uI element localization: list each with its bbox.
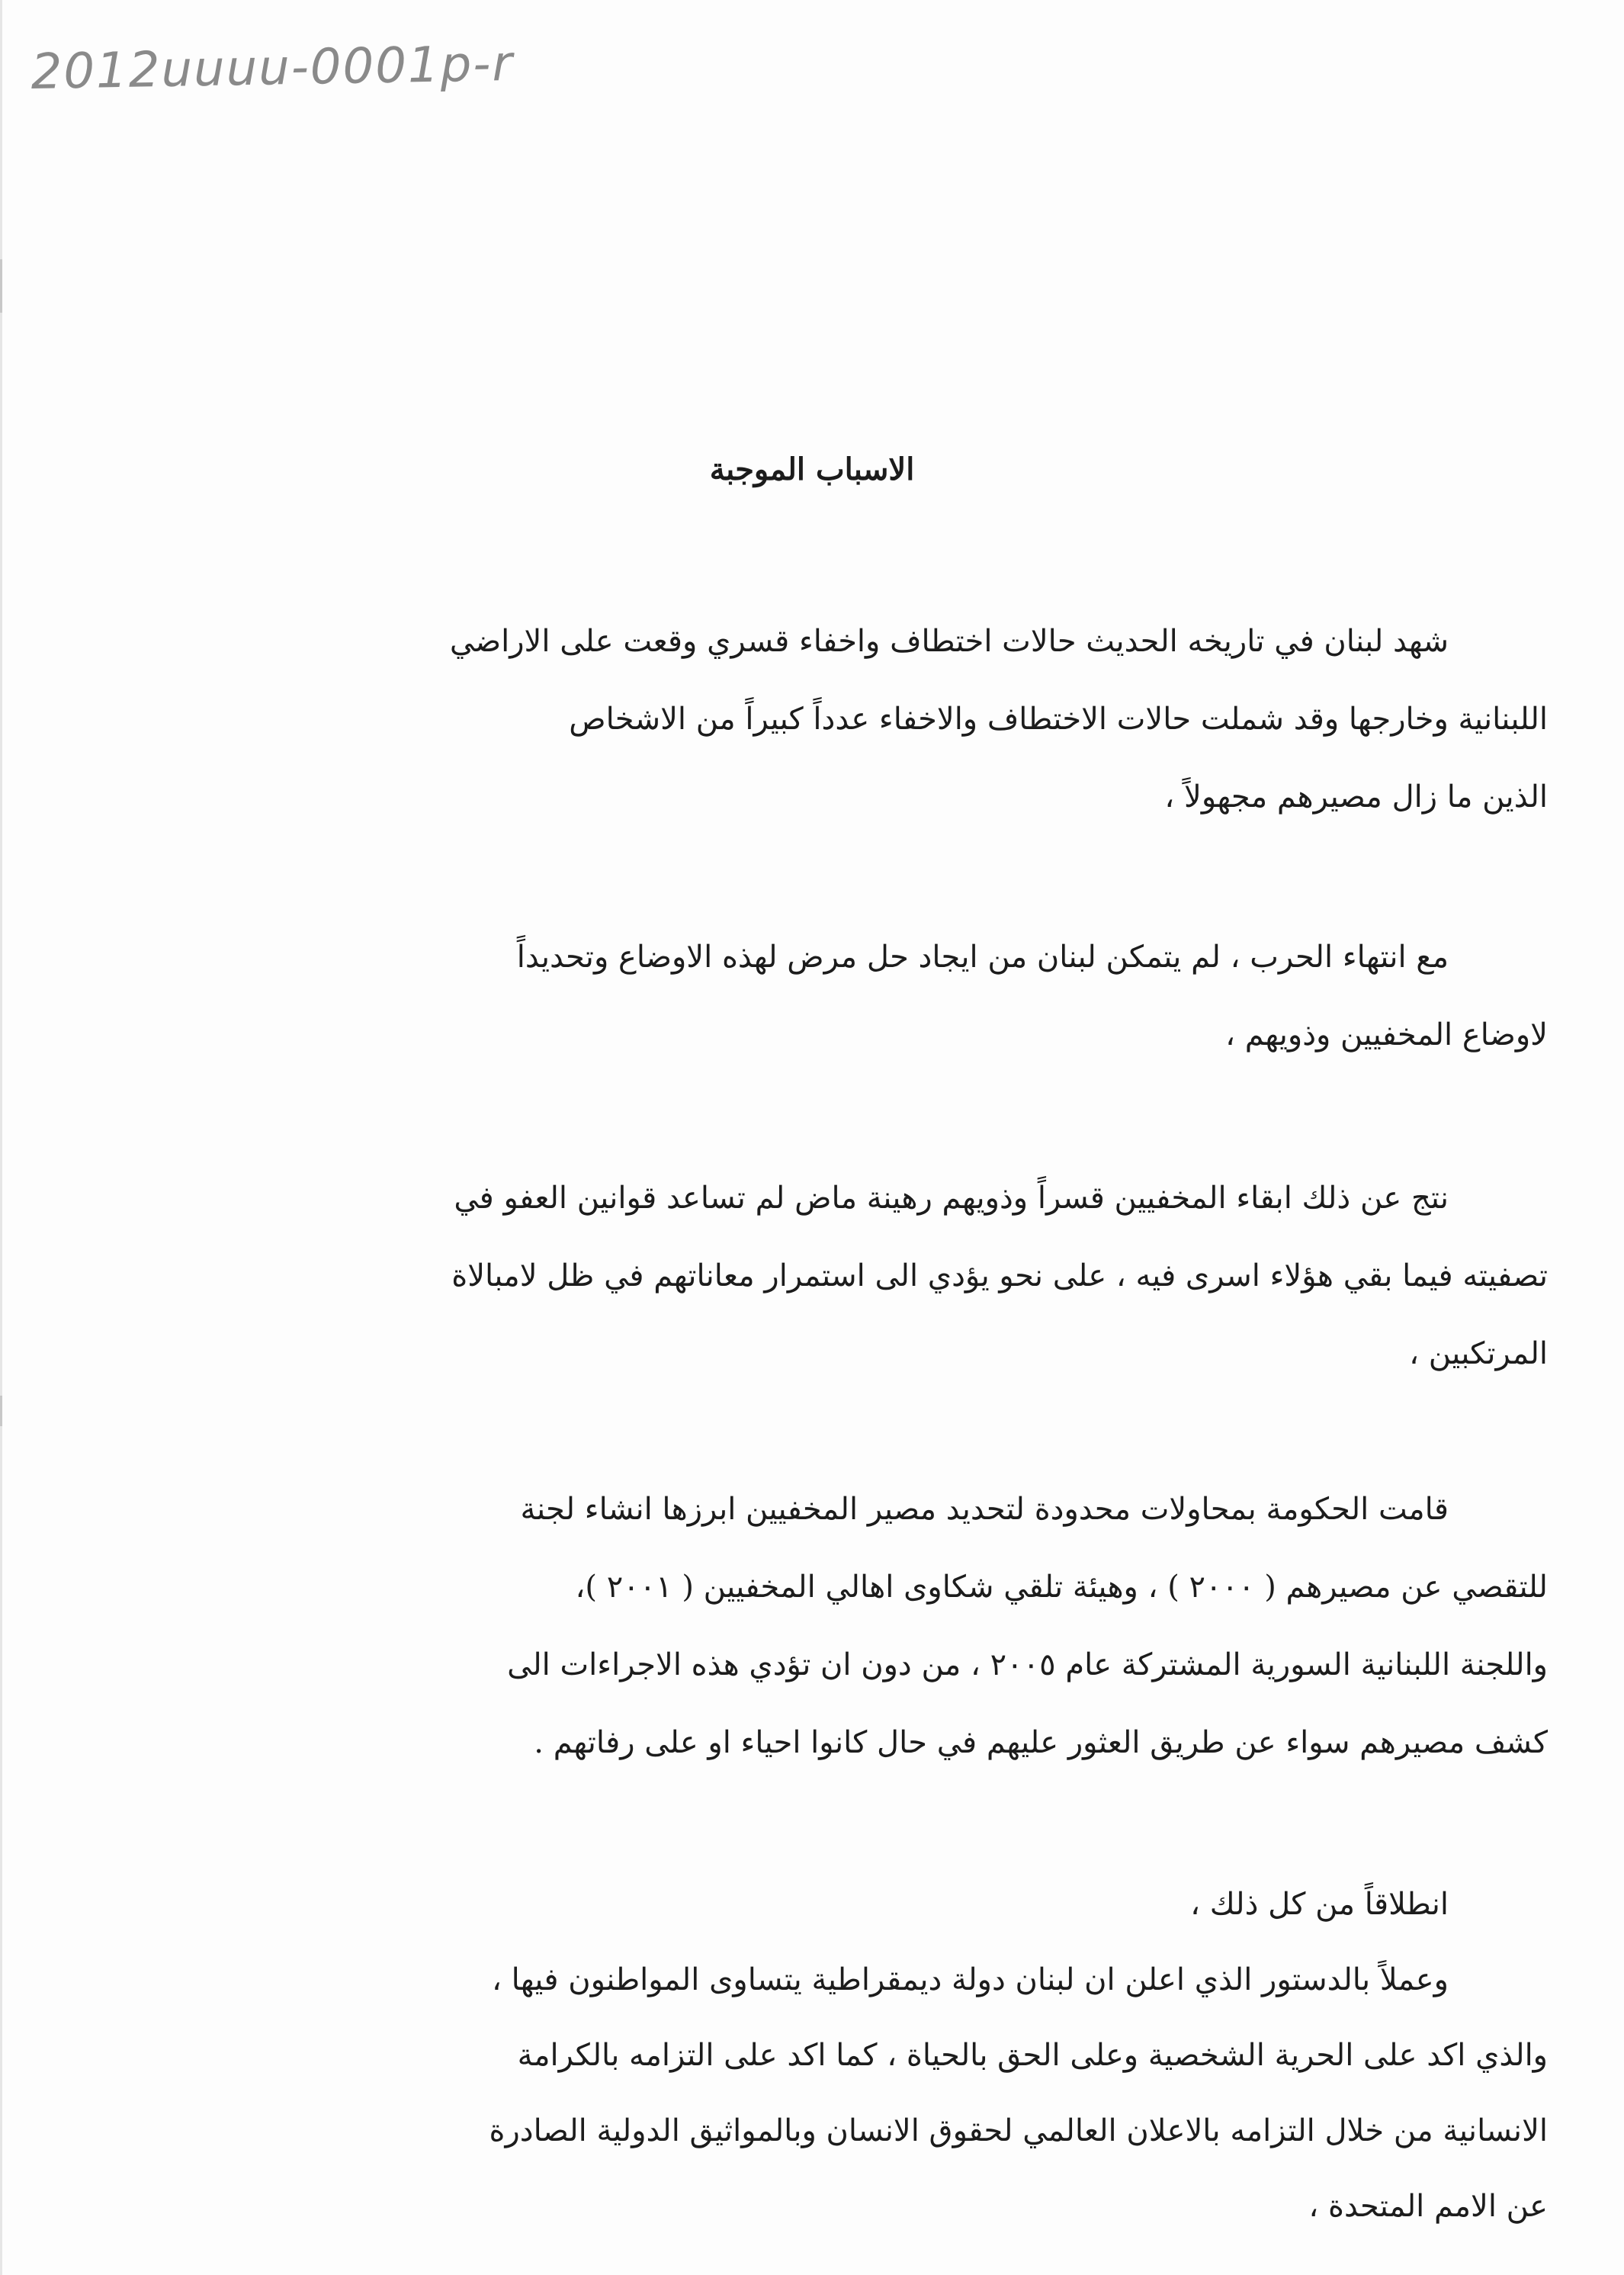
scan-margin-mark xyxy=(0,259,2,313)
paragraph-1 xyxy=(221,602,1548,836)
paragraph-4 xyxy=(221,1470,1548,1782)
paragraph-line: الانسانية من خلال التزامه بالاعلان العالمي لحقوق الانسان وبالمواثيق الدولية الصادرة xyxy=(489,2113,1548,2148)
paragraph-line: تصفيته فيما بقي هؤلاء اسرى فيه ، على نحو يؤدي الى استمرار معاناتهم في ظل لامبالاة xyxy=(451,1258,1548,1293)
handwritten-reference-number: 2012uuuu-0001p-r xyxy=(30,35,515,101)
paragraph-line: كشف مصيرهم سواء عن طريق العثور عليهم في حال كانوا احياء او على رفاتهم . xyxy=(534,1725,1548,1760)
paragraph-line: شهد لبنان في تاريخه الحديث حالات اختطاف واخفاء قسري وقعت على الاراضي xyxy=(449,624,1449,659)
paragraph-line: وعملاً بالدستور الذي اعلن ان لبنان دولة ديمقراطية يتساوى المواطنون فيها ، xyxy=(492,1962,1449,1997)
scan-margin-mark xyxy=(0,1396,2,1426)
paragraph-3 xyxy=(221,1159,1548,1393)
paragraph-line: اللبنانية وخارجها وقد شملت حالات الاختطاف والاخفاء عدداً كبيراً من الاشخاص xyxy=(569,702,1548,737)
paragraph-line: المرتكبين ، xyxy=(1409,1336,1548,1371)
paragraph-line: لاوضاع المخفيين وذويهم ، xyxy=(1225,1017,1548,1052)
paragraph-line: انطلاقاً من كل ذلك ، xyxy=(1190,1887,1449,1922)
paragraph-5 xyxy=(221,1867,1548,2244)
paragraph-line: الذين ما زال مصيرهم مجهولاً ، xyxy=(1164,779,1548,815)
paragraph-2 xyxy=(221,918,1548,1074)
paragraph-line: للتقصي عن مصيرهم ( ٢٠٠٠ ) ، وهيئة تلقي شكاوى اهالي المخفيين ( ٢٠٠١ )، xyxy=(575,1570,1548,1605)
paragraph-line: واللجنة اللبنانية السورية المشتركة عام ٢٠٠٥ ، من دون ان تؤدي هذه الاجراءات الى xyxy=(507,1647,1548,1682)
paragraph-line: والذي اكد على الحرية الشخصية وعلى الحق بالحياة ، كما اكد على التزامه بالكرامة xyxy=(517,2038,1548,2073)
paragraph-line: عن الامم المتحدة ، xyxy=(1308,2189,1548,2224)
paragraph-line: مع انتهاء الحرب ، لم يتمكن لبنان من ايجاد حل مرض لهذه الاوضاع وتحديداً xyxy=(516,940,1449,975)
paragraph-line: نتج عن ذلك ابقاء المخفيين قسراً وذويهم رهينة ماض لم تساعد قوانين العفو في xyxy=(454,1181,1449,1216)
paragraph-line: قامت الحكومة بمحاولات محدودة لتحديد مصير المخفيين ابرزها انشاء لجنة xyxy=(520,1492,1449,1527)
document-title: الاسباب الموجبة xyxy=(709,451,915,487)
